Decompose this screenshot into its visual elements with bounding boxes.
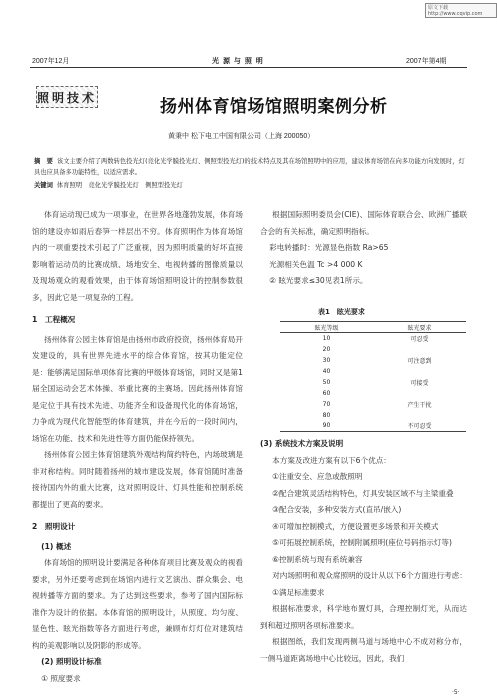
page-number: ·5· [452, 689, 460, 696]
glare-requirement-cell: 产生干扰 [407, 401, 432, 409]
glare-requirement-cell: 可接受 [410, 379, 429, 387]
glare-level-cell: 90 [280, 421, 373, 432]
glare-requirement-cell [373, 344, 466, 355]
paragraph: 体育场馆的照明设计要满足各种体育项目比赛及观众的视看要求，另外还要考虑到在场馆内进行文艺演出、群众集会、电视转播等方面的要求。为了达到这些要求，参考了国内国际标准作为设计的依据。本体育馆的照明设计，从照度、均匀度、显色性、眩光指数等各方面进行考虑，兼顾布灯灯位对建筑结构的美观影响以及阴影的形成等。 [32, 558, 243, 650]
table-row [280, 410, 466, 421]
subheading: (3) 系统技术方案及说明 [260, 439, 344, 448]
list-item: ① 照度要求 [41, 673, 81, 683]
table-row [280, 333, 466, 344]
subheading: (2) 照明设计标准 [41, 657, 102, 666]
paragraph: 扬州体育公园主体育馆建筑外观结构简约特色，内场玻璃是非对称结构。同时随着扬州的城市建设发展，体育馆随时准备接待国内外的重大比赛，这对照明设计、灯具性能和控制系统都提出了更高的要求。 [32, 450, 243, 509]
table-row [280, 388, 466, 399]
table-header: 眩光要求 [373, 322, 466, 333]
left-column [32, 207, 243, 687]
table-row [280, 421, 466, 432]
glare-requirement-cell [373, 388, 466, 399]
table-caption: 表1 眩光要求 [318, 308, 365, 316]
table-row [280, 355, 466, 366]
glare-level-cell: 10 [322, 334, 331, 342]
right-column-bottom [260, 436, 467, 667]
table-row [280, 366, 466, 377]
glare-level-cell: 40 [322, 367, 331, 375]
glare-level-cell: 20 [322, 345, 331, 353]
list-item: ④可增加控制模式，方便设置更多场景和开关模式 [272, 521, 439, 531]
table-row [280, 377, 466, 388]
glare-level-cell: 80 [322, 411, 331, 419]
watermark-link[interactable]: 原文下载http://www.cqvip.com [425, 3, 497, 18]
glare-requirement-cell [373, 410, 466, 421]
glare-level-cell: 30 [322, 356, 331, 364]
glare-level-cell: 60 [322, 389, 331, 397]
paragraph: 根据标准要求，科学地布置灯具，合理控制灯光，从而达到和超过照明各项标准要求。 [260, 604, 467, 630]
spec-line: ② 眩光要求≤30见表1所示。 [269, 276, 368, 285]
table-row [280, 399, 466, 410]
glare-level-cell: 50 [322, 378, 331, 386]
spec-line: 光源相关色温 Tc >4 000 K [269, 259, 363, 269]
list-item: ③配合安装，多种安装方式(直吊/嵌入) [272, 505, 402, 514]
right-column-top [260, 207, 467, 290]
list-item: ②配合建筑灵活结构特色，灯具安装区域不与主梁重叠 [272, 488, 454, 498]
paragraph: 根据国际照明委员会(CIE)、国际体育联合会、欧洲广播联合会的有关标准，确定照明指标。 [260, 210, 467, 236]
header-journal: 光 源 与 照 明 [212, 58, 264, 65]
keywords-text: 体育照明 竞化光学膜投光灯 侧照型投光灯 [56, 182, 183, 189]
header-date: 2007年12月 [32, 58, 70, 65]
abstract [34, 156, 466, 178]
subheading: (1) 概述 [41, 541, 72, 551]
section-heading-1: 1 工程概况 [32, 315, 76, 324]
paragraph: 本方案及改进方案有以下6个优点： [272, 455, 391, 465]
list-item: ①注重安全、应急或散照明 [272, 472, 363, 481]
glare-requirement-cell: 可注意到 [407, 357, 432, 365]
keywords [34, 180, 183, 189]
header-rule [30, 67, 467, 68]
table-row [280, 344, 466, 355]
glare-requirement-cell: 不可忍受 [373, 421, 466, 432]
keywords-label: 关键词 [34, 182, 53, 189]
glare-level-cell: 70 [322, 400, 331, 408]
glare-table [280, 321, 466, 432]
author-byline: 黄秉中 松下电工中国有限公司（上海 200050） [168, 133, 315, 140]
abstract-text: 该文主要介绍了两数转色投光灯(竞化光学膜投光灯、侧照型投光灯)的技术特点及其在场馆照明中的应用，建议体育场馆在向多功能方向发展时，灯具也应具备多功能特性，以适应需求。 [34, 158, 465, 176]
paragraph: 扬州体育公园主体育馆是由扬州市政府投资，扬州体育局开发建设的，具有世界先进水平的综合体育馆，按其功能定位是：能够满足国际单项体育比赛的甲级体育场馆，同时又是第1届全国运动会艺术体操、举重比赛的主赛场。因此扬州体育馆是定位于具有技术先进、功能齐全和设备现代化的体育场馆，力争成为现代化智能型的体育建筑，并在今后的一段时间内，场馆在功能、技术和先进性等方面仍能保持领先。 [32, 334, 243, 443]
abstract-label: 摘 要 [34, 158, 53, 165]
section-heading-2: 2 照明设计 [32, 522, 76, 531]
spec-line: 彩电转播时：光源显色指数 Ra>65 [269, 243, 389, 252]
intro-paragraph: 体育运动现已成为一项事业，在世界各地蓬勃发展，体育场馆的建设亦如雨后春笋一样层出不穷。体育照明作为体育场馆内的一项重要技术引起了广泛重视，因为照明质量的好坏直接影响着运动员的比赛成绩、场地安全、电视转播的图像质量以及现场观众的观看效果，由于体育场馆照明设计的控制参数很多，因此它是一项复杂的工程。 [32, 210, 243, 302]
table-header: 眩光等级 [280, 322, 373, 333]
glare-requirement-cell: 可忍受 [410, 335, 429, 343]
paragraph: 根据图纸，我们发现两侧马道与场地中心不成对称分布，一侧马道距离场地中心比较远，因此，我们 [260, 637, 467, 663]
list-item: ⑥控制系统与现有系统兼容 [272, 554, 363, 564]
section-badge: 照明技术 [36, 86, 98, 108]
list-item: ①满足标准要求 [272, 587, 325, 597]
list-item: ⑤可拓展控制系统，控制附属照明(座位号码指示灯等) [272, 538, 452, 547]
glare-requirement-cell [373, 366, 466, 377]
header-issue: 2007年第4期 [406, 58, 447, 65]
article-title: 扬州体育馆场馆照明案例分析 [160, 97, 388, 117]
paragraph: 对内场照明和观众席照明的设计从以下6个方面进行考虑： [272, 571, 467, 580]
